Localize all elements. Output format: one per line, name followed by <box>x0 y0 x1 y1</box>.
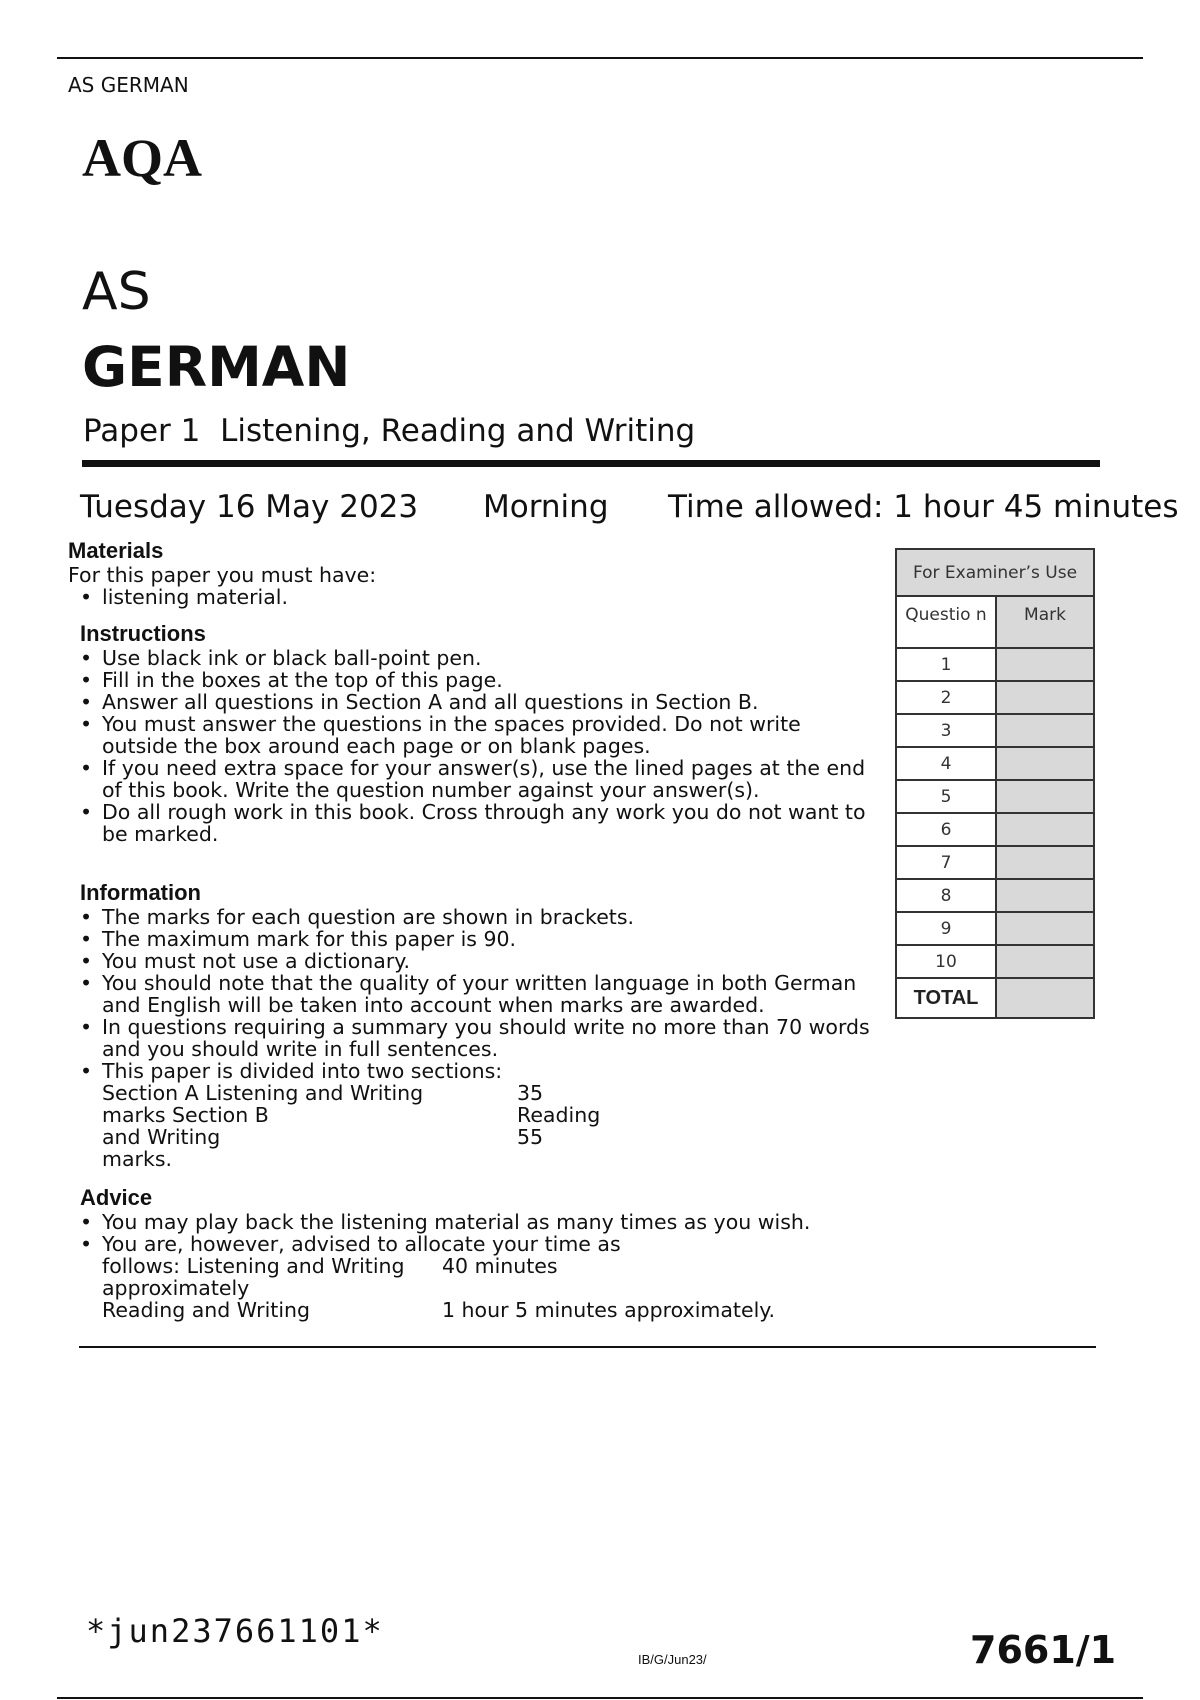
section-cell: Section A Listening and Writing <box>102 1081 424 1105</box>
paper-code: 7661/1 <box>970 1628 1117 1672</box>
mark-cell <box>996 813 1094 846</box>
information-heading: Information <box>80 880 201 905</box>
advice-timing <box>68 1255 928 1321</box>
question-number: 7 <box>896 846 996 879</box>
barcode-text: *jun237661101* <box>86 1612 384 1650</box>
advice-section <box>68 1185 928 1321</box>
list-item: • Use black ink or black ball-point pen. <box>68 647 868 669</box>
section-cell: marks. <box>102 1147 173 1171</box>
list-item: • Fill in the boxes at the top of this page. <box>68 669 868 691</box>
time-allowed: Time allowed: 1 hour 45 minutes <box>668 489 1179 525</box>
timing-cell: 40 minutes <box>442 1254 558 1278</box>
section-cell <box>517 1148 657 1170</box>
list-item: • You should note that the quality of your written language in both German and English will be taken into account when marks are awarded. <box>68 972 888 1016</box>
exam-session: Morning <box>483 489 609 525</box>
question-number: 4 <box>896 747 996 780</box>
section-cell <box>657 1104 857 1126</box>
mark-cell <box>996 714 1094 747</box>
subject-title: GERMAN <box>82 335 351 399</box>
question-number: 2 <box>896 681 996 714</box>
timing-cell: follows: Listening and Writing <box>102 1254 405 1278</box>
mark-cell <box>996 879 1094 912</box>
list-item: • Answer all questions in Section A and all questions in Section B. <box>68 691 868 713</box>
list-item: • You are, however, advised to allocate your time as <box>68 1233 928 1255</box>
question-number: 10 <box>896 945 996 978</box>
list-item: • listening material. <box>68 586 878 608</box>
timing-cell: approximately <box>102 1276 250 1300</box>
mark-header: Mark <box>996 596 1094 648</box>
list-item: • You must not use a dictionary. <box>68 950 888 972</box>
materials-section <box>68 538 878 608</box>
sections-list <box>68 1082 888 1170</box>
list-item: • In questions requiring a summary you should write no more than 70 words and you should write in full sentences. <box>68 1016 888 1060</box>
list-item: • The maximum mark for this paper is 90. <box>68 928 888 950</box>
instructions-heading: Instructions <box>80 621 206 646</box>
total-label: TOTAL <box>896 978 996 1018</box>
exam-date: Tuesday 16 May 2023 <box>80 489 419 525</box>
section-cell <box>657 1082 857 1104</box>
content-bottom-rule <box>79 1346 1096 1348</box>
examiner-table-title: For Examiner’s Use <box>896 549 1094 596</box>
question-header: Questio n <box>896 596 996 648</box>
paper-title: Paper 1 Listening, Reading and Writing <box>83 413 696 449</box>
timing-cell: Reading and Writing <box>102 1298 311 1322</box>
mark-cell <box>996 945 1094 978</box>
question-number: 6 <box>896 813 996 846</box>
question-number: 1 <box>896 648 996 681</box>
question-number: 3 <box>896 714 996 747</box>
section-cell: marks Section B <box>102 1103 269 1127</box>
examiner-table <box>895 548 1095 1019</box>
advice-heading: Advice <box>80 1185 153 1210</box>
question-number: 5 <box>896 780 996 813</box>
aqa-logo: AQA <box>82 128 202 188</box>
information-section <box>68 880 888 1170</box>
section-cell: Reading <box>517 1103 601 1127</box>
mark-cell <box>996 846 1094 879</box>
list-item: • You may play back the listening material as many times as you wish. <box>68 1211 928 1233</box>
list-item: • The marks for each question are shown in brackets. <box>68 906 888 928</box>
list-item: • You must answer the questions in the spaces provided. Do not write outside the box around each page or on blank pages. <box>68 713 868 757</box>
top-rule <box>57 57 1143 59</box>
mark-cell <box>996 912 1094 945</box>
mark-cell <box>996 747 1094 780</box>
section-cell: 55 <box>517 1125 544 1149</box>
mark-cell <box>996 681 1094 714</box>
timing-cell: 1 hour 5 minutes approximately. <box>442 1298 775 1322</box>
section-cell: 35 <box>517 1081 544 1105</box>
list-item: • If you need extra space for your answer(s), use the lined pages at the end of this book. Write the question number against your answer(s). <box>68 757 868 801</box>
question-number: 9 <box>896 912 996 945</box>
total-mark-cell <box>996 978 1094 1018</box>
materials-heading: Materials <box>68 538 164 563</box>
list-item: • This paper is divided into two sections: <box>68 1060 888 1082</box>
paper-reference: IB/G/Jun23/ <box>638 1652 707 1667</box>
mark-cell <box>996 648 1094 681</box>
list-item: • Do all rough work in this book. Cross through any work you do not want to be marked. <box>68 801 868 845</box>
materials-intro: For this paper you must have: <box>68 563 377 587</box>
title-rule <box>82 460 1100 467</box>
level-title: AS <box>82 262 151 322</box>
section-cell: and Writing <box>102 1125 221 1149</box>
timing-cell <box>442 1277 862 1299</box>
bottom-rule <box>57 1697 1143 1699</box>
section-cell <box>657 1148 857 1170</box>
question-number: 8 <box>896 879 996 912</box>
mark-cell <box>996 780 1094 813</box>
subject-tag: AS GERMAN <box>68 73 189 97</box>
instructions-section <box>68 621 868 845</box>
section-cell <box>657 1126 857 1148</box>
